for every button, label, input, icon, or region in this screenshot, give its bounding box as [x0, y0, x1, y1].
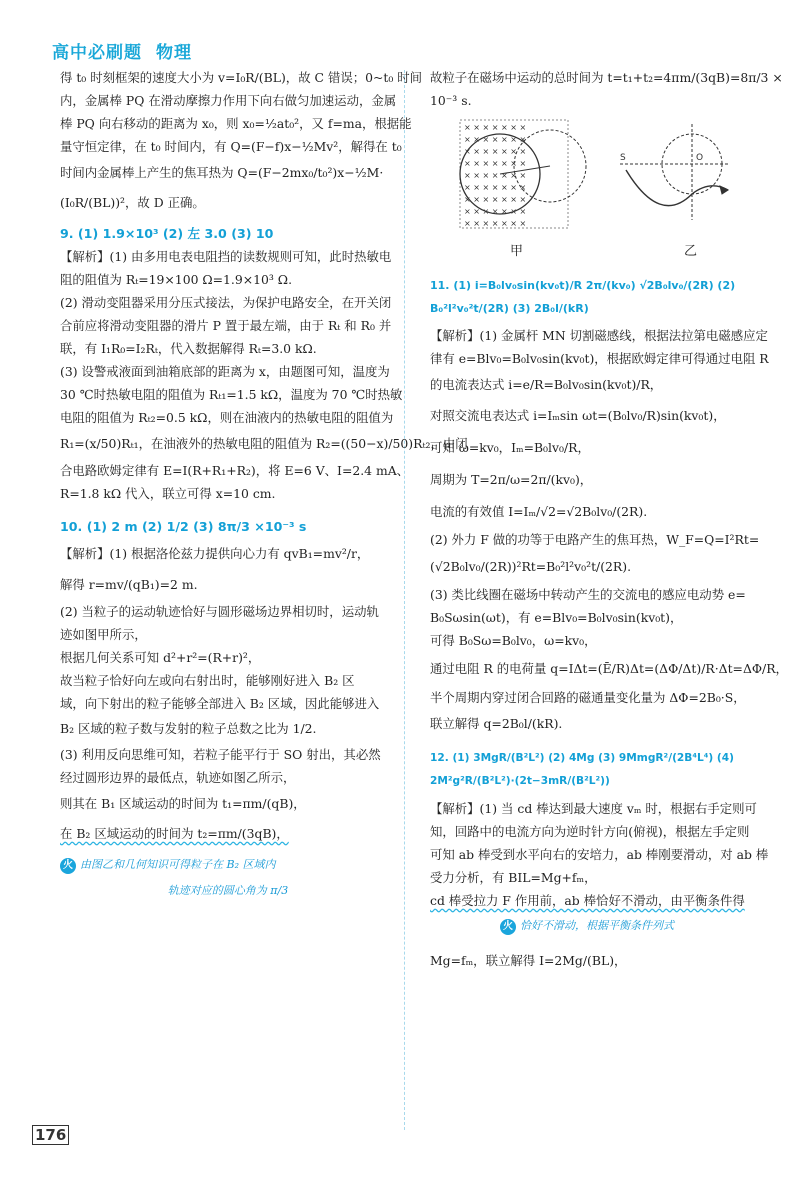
q8-answer-continuation [60, 66, 423, 218]
text-line: 【解析】(1) 由多用电表电阻挡的读数规则可知，此时热敏电 [60, 249, 392, 264]
text-line: Mg=fₘ，联立解得 I=2Mg/(BL)， [430, 953, 627, 968]
svg-text:× × × × × × ×: × × × × × × × [464, 183, 527, 192]
text-line: 故当粒子恰好向左或向右射出时，能够刚好进入 B₂ 区 [60, 673, 355, 688]
svg-text:× × × × × × ×: × × × × × × × [464, 219, 527, 228]
figure-label-yi: 乙 [684, 244, 698, 259]
text-line: 律有 e=Blv₀=B₀lv₀sin(kv₀t)，根据欧姆定律可得通过电阻 R [430, 351, 769, 366]
text-line: 根据几何关系可知 d²+r²=(R+r)²， [60, 650, 261, 665]
text-line: (√2B₀lv₀/(2R))²Rt=B₀²l²v₀²t/(2R). [430, 559, 632, 574]
text-line: 阻的阻值为 Rₜ=19×100 Ω=1.9×10³ Ω. [60, 272, 293, 287]
text-line: 解得 r=mv/(qB₁)=2 m. [60, 577, 198, 592]
figure-trajectories [430, 116, 770, 266]
text-line: R=1.8 kΩ 代入，联立可得 x=10 cm. [60, 486, 276, 501]
text-line: (3) 利用反向思维可知，若粒子能平行于 SO 射出，其必然 [60, 747, 381, 762]
figure-label-jia: 甲 [510, 244, 524, 259]
tip-note-cont: 轨迹对应的圆心角为 π/3 [167, 884, 289, 897]
text-line: (3) 类比线圈在磁场中转动产生的交流电的感应电动势 e= [430, 587, 746, 602]
text-line: (I₀R/(BL))²，故 D 正确。 [60, 195, 205, 210]
q10-explanation [60, 538, 396, 849]
text-line: 联立解得 q=2B₀l/(kR). [430, 716, 563, 731]
text-line: 时间内金属棒上产生的焦耳热为 Q=(F−2mx₀/t₀²)x−½M· [60, 165, 384, 180]
text-line: 的电流表达式 i=e/R=B₀lv₀sin(kv₀t)/R， [430, 377, 663, 392]
q12-answer-heading: 12. (1) 3MgR/(B²L²) (2) 4Mg (3) 9MmgR²/(2B⁴L⁴) (4) 2M²g²R/(B²L²)·(2t−3mR/(B²L²)) [430, 752, 734, 787]
text-line: 电流的有效值 I=Iₘ/√2=√2B₀lv₀/(2R). [430, 504, 648, 519]
text-line: 量守恒定律，在 t₀ 时间内，有 Q=(F−f)x−½Mv²，解得在 t₀ [60, 139, 402, 154]
text-line: 30 ℃时热敏电阻的阻值为 Rₜ₁=1.5 kΩ，温度为 70 ℃时热敏 [60, 387, 403, 402]
q11-explanation [430, 324, 788, 739]
q9-answer-heading: 9. (1) 1.9×10³ (2) 左 3.0 (3) 10 [60, 226, 274, 241]
q10-answer-heading: 10. (1) 2 m (2) 1/2 (3) 8π/3 ×10⁻³ s [60, 519, 307, 534]
text-line: (2) 滑动变阻器采用分压式接法，为保护电路安全，在开关闭 [60, 295, 392, 310]
svg-text:× × × × × × ×: × × × × × × × [464, 123, 527, 132]
text-line: 【解析】(1) 金属杆 MN 切割磁感线，根据法拉第电磁感应定 [430, 328, 768, 343]
text-line: 可知 ab 棒受到水平向右的安培力，ab 棒刚要滑动，对 ab 棒 [430, 847, 769, 862]
page-number [32, 1126, 69, 1144]
series-title: 高中必刷题 [52, 43, 142, 63]
tip-text: 恰好不滑动，根据平衡条件列式 [520, 919, 674, 932]
svg-text:O: O [696, 153, 704, 163]
tip-text: 由图乙和几何知识可得粒子在 B₂ 区域内 [80, 858, 276, 871]
page-header [52, 38, 192, 63]
svg-text:× × × × × × ×: × × × × × × × [464, 135, 527, 144]
text-line: R₁=(x/50)Rₜ₁，在油液外的热敏电阻的阻值为 R₂=((50−x)/50)Rₜ₂，由闭 [60, 436, 468, 451]
text-line: cd 棒受拉力 F 作用前，ab 棒恰好不滑动，由平衡条件得 [430, 893, 745, 908]
text-line: 联，有 I₁R₀=I₂Rₜ，代入数据解得 Rₜ=3.0 kΩ. [60, 341, 317, 356]
text-line: 对照交流电表达式 i=Iₘsin ωt=(B₀lv₀/R)sin(kv₀t)， [430, 408, 726, 423]
q12-explanation [430, 797, 770, 912]
svg-text:× × × × × × ×: × × × × × × × [464, 171, 527, 180]
text-line: B₂ 区域的粒子数与发射的粒子总数之比为 1/2. [60, 721, 317, 736]
tip-note-2 [430, 916, 770, 936]
text-line: 迹如图甲所示， [60, 627, 147, 642]
text-line: 经过圆形边界的最低点，轨迹如图乙所示， [60, 770, 296, 785]
text-line: (2) 当粒子的运动轨迹恰好与圆形磁场边界相切时，运动轨 [60, 604, 379, 619]
text-line: 则其在 B₁ 区域运动的时间为 t₁=πm/(qB)， [60, 796, 306, 811]
tip-note [60, 855, 396, 875]
svg-text:× × × × × × ×: × × × × × × × [464, 159, 527, 168]
tip-icon: 火 [500, 919, 516, 935]
left-column [60, 66, 468, 901]
trajectory-diagram [430, 116, 770, 266]
figure-yi [620, 124, 730, 220]
text-line: 受力分析，有 BIL=Mg+fₘ， [430, 870, 597, 885]
text-line: B₀Sωsin(ωt)，有 e=Blv₀=B₀lv₀sin(kv₀t)， [430, 610, 683, 625]
svg-text:× × × × × × ×: × × × × × × × [464, 147, 527, 156]
text-line: 在 B₂ 区域运动的时间为 t₂=πm/(3qB)， [60, 826, 289, 841]
text-line: 可得 B₀Sω=B₀lv₀，ω=kv₀， [430, 633, 597, 648]
text-line: 合前应将滑动变阻器的滑片 P 置于最左端，由于 Rₜ 和 R₀ 并 [60, 318, 392, 333]
text-line: 域，向下射出的粒子能够全部进入 B₂ 区域，因此能够进入 [60, 696, 380, 711]
svg-text:S: S [620, 153, 626, 163]
subject-title: 物理 [156, 43, 192, 63]
text-line: 棒 PQ 向右移动的距离为 x₀，则 x₀=½at₀²，又 f=ma，根据能 [60, 116, 412, 131]
text-line: 可知 ω=kv₀，Iₘ=B₀lv₀/R， [430, 440, 590, 455]
text-line: 【解析】(1) 当 cd 棒达到最大速度 vₘ 时，根据右手定则可 [430, 801, 757, 816]
text-line: 合电路欧姆定律有 E=I(R+R₁+R₂)，将 E=6 V、I=2.4 mA、 [60, 463, 410, 478]
column-divider [404, 70, 405, 1130]
right-column [430, 66, 788, 976]
text-line: 电阻的阻值为 Rₜ₂=0.5 kΩ，则在油液内的热敏电阻的阻值为 [60, 410, 394, 425]
q9-explanation [60, 245, 468, 505]
tip-icon: 火 [60, 858, 76, 874]
text-line: (3) 设警戒液面到油箱底部的距离为 x，由题图可知，温度为 [60, 364, 390, 379]
text-line: (2) 外力 F 做的功等于电路产生的焦耳热，W_F=Q=I²Rt= [430, 532, 760, 547]
svg-text:× × × × × × ×: × × × × × × × [464, 207, 527, 216]
text-line: 故粒子在磁场中运动的总时间为 t=t₁+t₂=4πm/(3qB)=8π/3 × [430, 70, 783, 85]
text-line: 内，金属棒 PQ 在滑动摩擦力作用下向右做匀加速运动，金属 [60, 93, 397, 108]
figure-jia [460, 120, 586, 228]
text-line: 周期为 T=2π/ω=2π/(kv₀)， [430, 472, 593, 487]
text-line: 知，回路中的电流方向为逆时针方向(俯视)，根据左手定则 [430, 824, 750, 839]
q11-answer-heading: 11. (1) i=B₀lv₀sin(kv₀t)/R 2π/(kv₀) √2B₀lv₀/(2R) (2) B₀²l²v₀²t/(2R) (3) 2B₀l/(kR) [430, 279, 736, 315]
page-number-value: 176 [32, 1125, 69, 1145]
text-line: 半个周期内穿过闭合回路的磁通量变化量为 ΔΦ=2B₀·S， [430, 690, 746, 705]
text-line: 得 t₀ 时刻框架的速度大小为 v=I₀R/(BL)，故 C 错误；0~t₀ 时间 [60, 70, 423, 85]
text-line: 10⁻³ s. [430, 93, 472, 108]
svg-text:× × × × × × ×: × × × × × × × [464, 195, 527, 204]
text-line: 通过电阻 R 的电荷量 q=IΔt=(Ē/R)Δt=(ΔΦ/Δt)/R·Δt=ΔΦ/R， [430, 661, 788, 676]
text-line: 【解析】(1) 根据洛伦兹力提供向心力有 qvB₁=mv²/r， [60, 546, 370, 561]
